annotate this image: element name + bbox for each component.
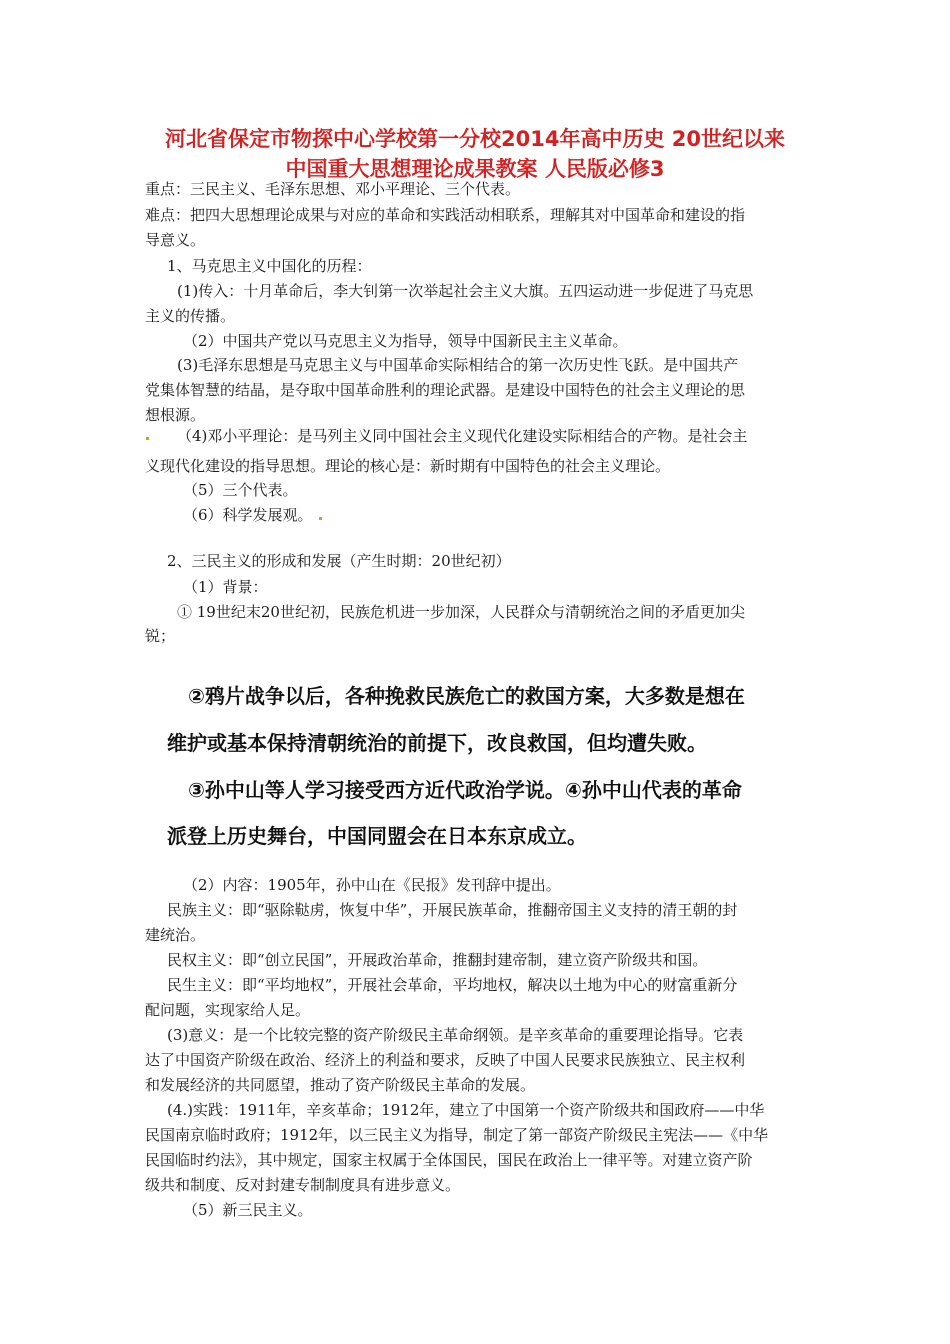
paragraph-line: 级共和制度、反对封建专制制度具有进步意义。: [145, 1176, 461, 1194]
document-title-line-1: 河北省保定市物探中心学校第一分校2014年高中历史 20世纪以来: [165, 127, 785, 151]
paragraph-line: （2）中国共产党以马克思主义为指导，领导中国新民主主义革命。: [183, 332, 628, 350]
paragraph-line: 建统治。: [145, 926, 206, 944]
paragraph-line: 民族主义：即“驱除鞑虏，恢复中华”，开展民族革命，推翻帝国主义支持的清王朝的封: [167, 901, 738, 919]
paragraph-line: 民权主义：即“创立民国”，开展政治革命，推翻封建帝制，建立资产阶级共和国。: [167, 951, 708, 969]
section-1-heading: 1、马克思主义中国化的历程：: [167, 257, 372, 275]
document-title-line-2: 中国重大思想理论成果教案 人民版必修3: [285, 157, 665, 181]
paragraph-line: (3)毛泽东思想是马克思主义与中国革命实际相结合的第一次历史性飞跃。是中国共产: [177, 356, 739, 374]
paragraph-line: (1)传入：十月革命后，李大钊第一次举起社会主义大旗。五四运动进一步促进了马克思: [177, 282, 754, 300]
stray-mark: [319, 517, 322, 520]
paragraph-line: （6）科学发展观。: [183, 506, 313, 524]
paragraph-line: 民国临时约法》，其中规定，国家主权属于全体国民，国民在政治上一律平等。对建立资产阶: [145, 1151, 753, 1169]
paragraph-line: （5）新三民主义。: [183, 1201, 313, 1219]
paragraph-line: （5）三个代表。: [183, 481, 298, 499]
paragraph-line: 锐；: [145, 627, 176, 645]
paragraph-line: （4)邓小平理论：是马列主义同中国社会主义现代化建设实际相结合的产物。是社会主: [177, 427, 748, 445]
paragraph-line: 配问题，实现家给人足。: [145, 1001, 311, 1019]
image-text-line: ③孙中山等人学习接受西方近代政治学说。④孙中山代表的革命: [188, 778, 742, 802]
paragraph-line: (4.)实践：1911年，辛亥革命；1912年，建立了中国第一个资产阶级共和国政府——中华: [167, 1101, 765, 1119]
difficulty-line-1: 难点：把四大思想理论成果与对应的革命和实践活动相联系，理解其对中国革命和建设的指: [145, 206, 746, 224]
paragraph-line: （1）背景：: [183, 578, 268, 596]
paragraph-line: 达了中国资产阶级在政治、经济上的利益和要求，反映了中国人民要求民族独立、民主权利: [145, 1051, 746, 1069]
paragraph-line: （2）内容：1905年，孙中山在《民报》发刊辞中提出。: [183, 876, 561, 894]
paragraph-line: 主义的传播。: [145, 307, 236, 325]
difficulty-line-2: 导意义。: [145, 231, 206, 249]
stray-mark: [146, 437, 149, 440]
image-text-line: 维护或基本保持清朝统治的前提下，改良救国，但均遭失败。: [167, 731, 707, 755]
paragraph-line: 义现代化建设的指导思想。理论的核心是：新时期有中国特色的社会主义理论。: [145, 457, 671, 475]
image-text-line: ②鸦片战争以后，各种挽救民族危亡的救国方案，大多数是想在: [188, 684, 745, 708]
paragraph-line: 和发展经济的共同愿望，推动了资产阶级民主革命的发展。: [145, 1076, 536, 1094]
paragraph-line: 民生主义：即“平均地权”，开展社会革命，平均地权，解决以土地为中心的财富重新分: [167, 976, 738, 994]
paragraph-line: (3)意义：是一个比较完整的资产阶级民主革命纲领。是辛亥革命的重要理论指导。它表: [167, 1026, 744, 1044]
image-text-line: 派登上历史舞台，中国同盟会在日本东京成立。: [167, 824, 587, 848]
paragraph-line: 民国南京临时政府；1912年，以三民主义为指导，制定了第一部资产阶级民主宪法——《中华: [145, 1126, 769, 1144]
paragraph-line: 想根源。: [145, 406, 206, 424]
paragraph-line: 党集体智慧的结晶，是夺取中国革命胜利的理论武器。是建设中国特色的社会主义理论的思: [145, 381, 746, 399]
key-points: 重点：三民主义、毛泽东思想、邓小平理论、三个代表。: [145, 180, 521, 198]
section-2-heading: 2、三民主义的形成和发展（产生时期：20世纪初）: [167, 552, 511, 570]
paragraph-line: ① 19世纪末20世纪初，民族危机进一步加深，人民群众与清朝统治之间的矛盾更加尖: [177, 603, 745, 621]
